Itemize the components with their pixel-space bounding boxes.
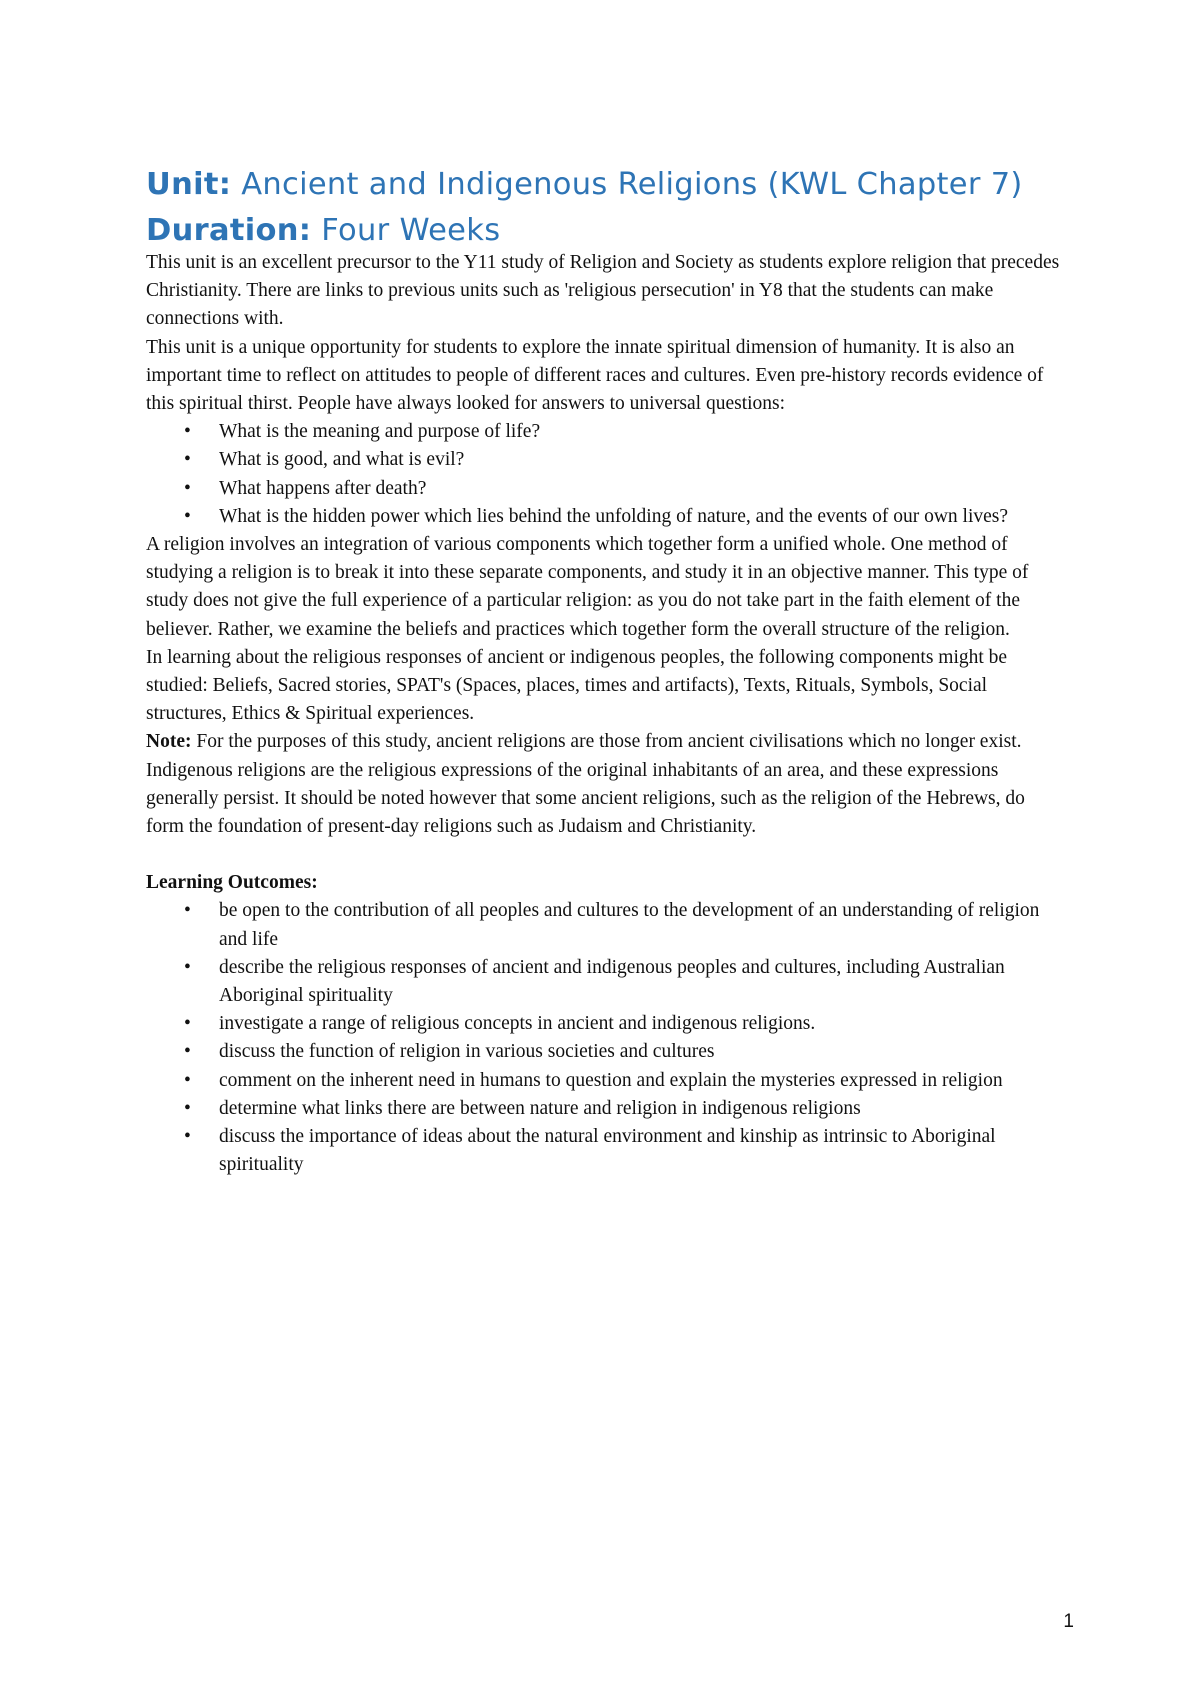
bullet-icon: • bbox=[184, 1041, 191, 1063]
outcome-text: describe the religious responses of ancient and indigenous peoples and cultures, including Australian Aboriginal spirituality bbox=[219, 956, 1005, 1007]
outcome-text: discuss the function of religion in various societies and cultures bbox=[219, 1041, 715, 1063]
list-item bbox=[146, 897, 1061, 953]
bullet-icon: • bbox=[184, 1069, 191, 1091]
unit-heading bbox=[146, 166, 1061, 203]
intro-paragraph-2: This unit is a unique opportunity for students to explore the innate spiritual dimension of humanity. It is also an important time to reflect on attitudes to people of different races and cultures. Even pre-history records evidence of this spiritual thirst. People have always looked for answers to universal questions: bbox=[146, 336, 1044, 415]
outcome-text: be open to the contribution of all peoples and cultures to the development of an understanding of religion and life bbox=[219, 900, 1040, 950]
note-label: Note: bbox=[146, 731, 192, 753]
outcome-text: comment on the inherent need in humans to question and explain the mysteries expressed in religion bbox=[219, 1069, 1003, 1091]
bullet-icon: • bbox=[184, 1013, 191, 1035]
list-item bbox=[146, 954, 1061, 1010]
questions-list bbox=[146, 418, 1061, 531]
components-paragraph: A religion involves an integration of various components which together form a unified whole. One method of studying a religion is to break it into these separate components, and study it in an objective manner. This type of study does not give the full experience of a particular religion: as you do not take part in the faith element of the believer. Rather, we examine the beliefs and practices which together form the overall structure of the religion. bbox=[146, 534, 1029, 640]
learning-paragraph: In learning about the religious responses of ancient or indigenous peoples, the following components might be studied: Beliefs, Sacred stories, SPAT's (Spaces, places, times and artifacts), Texts, Rituals, Symbols, Social structures, Ethics & Spiritual experiences. bbox=[146, 646, 1008, 725]
bullet-icon: • bbox=[184, 449, 191, 471]
duration-value: Four Weeks bbox=[311, 213, 501, 248]
question-text: What is the hidden power which lies behind the unfolding of nature, and the events of our own lives? bbox=[219, 505, 1009, 527]
list-item bbox=[146, 1010, 1061, 1038]
question-text: What is the meaning and purpose of life? bbox=[219, 421, 541, 443]
learning-outcomes-list bbox=[146, 897, 1061, 1179]
bullet-icon: • bbox=[184, 900, 191, 922]
bullet-icon: • bbox=[184, 477, 191, 499]
list-item bbox=[146, 1095, 1061, 1123]
duration-label: Duration: bbox=[146, 213, 312, 248]
bullet-icon: • bbox=[184, 505, 191, 527]
question-text: What happens after death? bbox=[219, 477, 427, 499]
bullet-icon: • bbox=[184, 1126, 191, 1148]
unit-label: Unit: bbox=[146, 167, 232, 202]
outcome-text: determine what links there are between nature and religion in indigenous religions bbox=[219, 1097, 861, 1119]
list-item bbox=[146, 446, 1061, 474]
outcome-text: discuss the importance of ideas about the natural environment and kinship as intrinsic to Aboriginal spirituality bbox=[219, 1126, 996, 1176]
list-item bbox=[146, 418, 1061, 446]
bullet-icon: • bbox=[184, 956, 191, 978]
list-item bbox=[146, 1067, 1061, 1095]
question-text: What is good, and what is evil? bbox=[219, 449, 465, 471]
page-content bbox=[146, 166, 1061, 1180]
list-item bbox=[146, 475, 1061, 503]
list-item bbox=[146, 1123, 1061, 1179]
intro-paragraph-1: This unit is an excellent precursor to the Y11 study of Religion and Society as students explore religion that precedes Christianity. There are links to previous units such as 'religious persecution' in Y8 that the students can make connections with. bbox=[146, 252, 1060, 330]
list-item bbox=[146, 1038, 1061, 1066]
note-text: For the purposes of this study, ancient religions are those from ancient civilisations which no longer exist. Indigenous religions are the religious expressions of the original inhabitants of an area, and these expressions generally persist. It should be noted however that some ancient religions, such as the religion of the Hebrews, do form the foundation of present-day religions such as Judaism and Christianity. bbox=[146, 731, 1025, 838]
learning-outcomes-heading: Learning Outcomes: bbox=[146, 872, 318, 894]
note-paragraph bbox=[146, 728, 1061, 841]
list-item bbox=[146, 503, 1061, 531]
unit-title: Ancient and Indigenous Religions (KWL Chapter 7) bbox=[231, 167, 1023, 202]
page-number: 1 bbox=[1063, 1611, 1074, 1632]
bullet-icon: • bbox=[184, 421, 191, 443]
bullet-icon: • bbox=[184, 1097, 191, 1119]
outcome-text: investigate a range of religious concepts in ancient and indigenous religions. bbox=[219, 1013, 816, 1035]
duration-heading bbox=[146, 212, 1061, 249]
